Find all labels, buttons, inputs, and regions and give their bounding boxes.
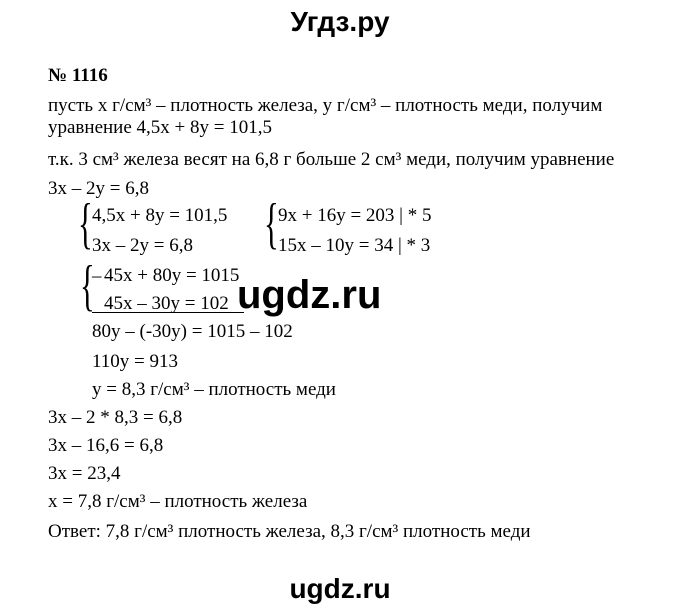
system3-eq2: 45х – 30у = 102 bbox=[104, 293, 229, 314]
system-brace-2: { bbox=[264, 193, 279, 255]
minus-sign: _ bbox=[92, 259, 102, 280]
text-line-11: х = 7,8 г/см³ – плотность железа bbox=[48, 491, 308, 512]
text-line-9: 3х – 16,6 = 6,8 bbox=[48, 435, 164, 456]
system2-eq2: 15х – 10у = 34 | * 3 bbox=[278, 235, 431, 256]
watermark-mid: ugdz.ru bbox=[237, 273, 382, 317]
answer-line: Ответ: 7,8 г/см³ плотность железа, 8,3 г/см³ плотность меди bbox=[48, 521, 531, 542]
system1-eq2: 3х – 2у = 6,8 bbox=[92, 235, 193, 256]
page-title: Угдз.ру bbox=[290, 6, 390, 37]
watermark-bottom: ugdz.ru bbox=[289, 573, 391, 604]
text-line-7: у = 8,3 г/см³ – плотность меди bbox=[92, 379, 336, 400]
text-line-8: 3х – 2 * 8,3 = 6,8 bbox=[48, 407, 183, 428]
system1-eq1: 4,5х + 8у = 101,5 bbox=[92, 205, 228, 226]
system2-eq1: 9х + 16у = 203 | * 5 bbox=[278, 205, 432, 226]
problem-number: № 1116 bbox=[48, 65, 108, 86]
system3-eq1: 45х + 80у = 1015 bbox=[104, 265, 240, 286]
text-line-5: 80у – (-30у) = 1015 – 102 bbox=[92, 321, 293, 342]
system-brace-3: { bbox=[80, 255, 95, 317]
system-brace-1: { bbox=[78, 193, 93, 255]
text-line-1: пусть х г/см³ – плотность железа, у г/см³ – плотность меди, получим bbox=[48, 95, 603, 116]
text-line-4: 3х – 2у = 6,8 bbox=[48, 178, 149, 199]
text-line-6: 110у = 913 bbox=[92, 351, 179, 372]
text-line-2: уравнение 4,5х + 8у = 101,5 bbox=[48, 117, 272, 138]
subtraction-line bbox=[92, 312, 244, 313]
text-line-3: т.к. 3 см³ железа весят на 6,8 г больше 2 см³ меди, получим уравнение bbox=[48, 149, 615, 170]
text-line-10: 3х = 23,4 bbox=[48, 463, 121, 484]
